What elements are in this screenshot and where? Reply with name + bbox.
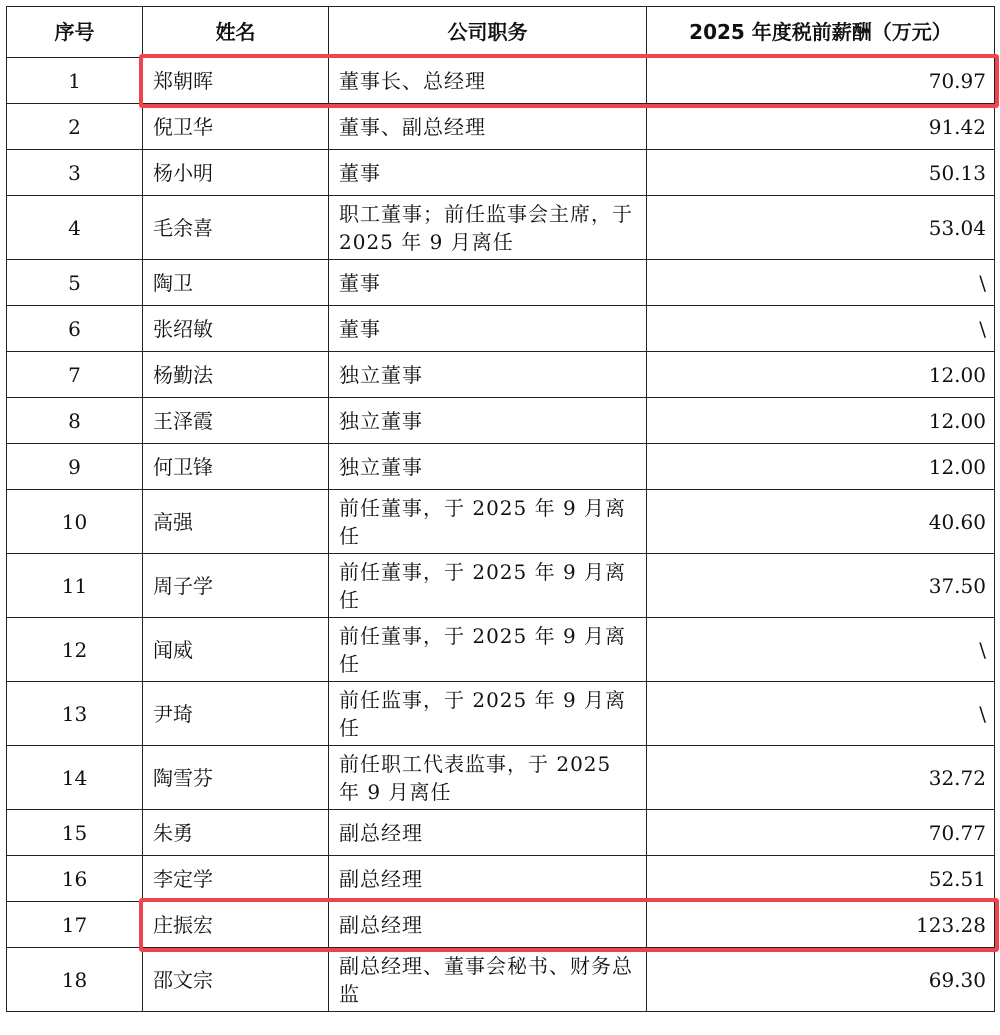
table-row bbox=[7, 618, 995, 682]
table-row bbox=[7, 948, 995, 1012]
cell-pay: 32.72 bbox=[647, 746, 995, 810]
cell-seq: 7 bbox=[7, 352, 143, 398]
cell-seq: 3 bbox=[7, 150, 143, 196]
cell-position: 董事 bbox=[329, 150, 647, 196]
cell-position: 独立董事 bbox=[329, 352, 647, 398]
table-row bbox=[7, 352, 995, 398]
cell-seq: 12 bbox=[7, 618, 143, 682]
cell-pay: 50.13 bbox=[647, 150, 995, 196]
table-row bbox=[7, 260, 995, 306]
cell-name: 张绍敏 bbox=[143, 306, 329, 352]
cell-pay: 12.00 bbox=[647, 398, 995, 444]
cell-pay: \ bbox=[647, 618, 995, 682]
cell-seq: 2 bbox=[7, 104, 143, 150]
cell-name: 陶雪芬 bbox=[143, 746, 329, 810]
cell-name: 闻威 bbox=[143, 618, 329, 682]
cell-position: 前任董事，于 2025 年 9 月离任 bbox=[329, 618, 647, 682]
cell-pay: 91.42 bbox=[647, 104, 995, 150]
cell-seq: 4 bbox=[7, 196, 143, 260]
compensation-table bbox=[6, 6, 995, 1012]
cell-name: 陶卫 bbox=[143, 260, 329, 306]
cell-seq: 13 bbox=[7, 682, 143, 746]
cell-seq: 6 bbox=[7, 306, 143, 352]
cell-seq: 9 bbox=[7, 444, 143, 490]
cell-position: 副总经理 bbox=[329, 810, 647, 856]
table-row bbox=[7, 58, 995, 104]
cell-pay: 69.30 bbox=[647, 948, 995, 1012]
cell-position: 董事 bbox=[329, 306, 647, 352]
cell-name: 杨勤法 bbox=[143, 352, 329, 398]
header-seq: 序号 bbox=[7, 7, 143, 58]
cell-name: 高强 bbox=[143, 490, 329, 554]
cell-name: 毛余喜 bbox=[143, 196, 329, 260]
table-row bbox=[7, 490, 995, 554]
cell-pay: 123.28 bbox=[647, 902, 995, 948]
table-header-row bbox=[7, 7, 995, 58]
cell-name: 郑朝晖 bbox=[143, 58, 329, 104]
cell-pay: \ bbox=[647, 260, 995, 306]
cell-name: 杨小明 bbox=[143, 150, 329, 196]
cell-position: 职工董事；前任监事会主席，于 2025 年 9 月离任 bbox=[329, 196, 647, 260]
cell-pay: \ bbox=[647, 682, 995, 746]
table-row bbox=[7, 196, 995, 260]
table-row bbox=[7, 444, 995, 490]
cell-pay: 12.00 bbox=[647, 352, 995, 398]
cell-seq: 16 bbox=[7, 856, 143, 902]
table-row bbox=[7, 856, 995, 902]
cell-position: 前任监事，于 2025 年 9 月离任 bbox=[329, 682, 647, 746]
table-row bbox=[7, 810, 995, 856]
cell-position: 独立董事 bbox=[329, 398, 647, 444]
header-pay: 2025 年度税前薪酬（万元） bbox=[647, 7, 995, 58]
cell-seq: 10 bbox=[7, 490, 143, 554]
cell-seq: 17 bbox=[7, 902, 143, 948]
table-body bbox=[7, 58, 995, 1012]
cell-name: 何卫锋 bbox=[143, 444, 329, 490]
compensation-table-wrapper bbox=[6, 6, 994, 1012]
cell-position: 副总经理 bbox=[329, 856, 647, 902]
cell-pay: 40.60 bbox=[647, 490, 995, 554]
cell-position: 董事、副总经理 bbox=[329, 104, 647, 150]
cell-position: 副总经理、董事会秘书、财务总监 bbox=[329, 948, 647, 1012]
cell-seq: 1 bbox=[7, 58, 143, 104]
table-row bbox=[7, 398, 995, 444]
cell-pay: 12.00 bbox=[647, 444, 995, 490]
cell-position: 前任董事，于 2025 年 9 月离任 bbox=[329, 490, 647, 554]
cell-seq: 5 bbox=[7, 260, 143, 306]
cell-pay: 70.97 bbox=[647, 58, 995, 104]
header-position: 公司职务 bbox=[329, 7, 647, 58]
cell-name: 朱勇 bbox=[143, 810, 329, 856]
cell-name: 尹琦 bbox=[143, 682, 329, 746]
cell-position: 独立董事 bbox=[329, 444, 647, 490]
cell-seq: 14 bbox=[7, 746, 143, 810]
cell-name: 庄振宏 bbox=[143, 902, 329, 948]
cell-pay: 37.50 bbox=[647, 554, 995, 618]
table-row bbox=[7, 682, 995, 746]
table-row bbox=[7, 104, 995, 150]
cell-name: 李定学 bbox=[143, 856, 329, 902]
table-row bbox=[7, 554, 995, 618]
table-row bbox=[7, 746, 995, 810]
cell-name: 王泽霞 bbox=[143, 398, 329, 444]
cell-name: 邵文宗 bbox=[143, 948, 329, 1012]
cell-name: 周子学 bbox=[143, 554, 329, 618]
cell-position: 前任职工代表监事，于 2025 年 9 月离任 bbox=[329, 746, 647, 810]
cell-seq: 18 bbox=[7, 948, 143, 1012]
cell-position: 前任董事，于 2025 年 9 月离任 bbox=[329, 554, 647, 618]
cell-seq: 11 bbox=[7, 554, 143, 618]
header-name: 姓名 bbox=[143, 7, 329, 58]
table-row bbox=[7, 902, 995, 948]
table-row bbox=[7, 306, 995, 352]
cell-pay: 70.77 bbox=[647, 810, 995, 856]
cell-seq: 8 bbox=[7, 398, 143, 444]
cell-pay: \ bbox=[647, 306, 995, 352]
cell-name: 倪卫华 bbox=[143, 104, 329, 150]
cell-position: 董事 bbox=[329, 260, 647, 306]
table-row bbox=[7, 150, 995, 196]
cell-pay: 53.04 bbox=[647, 196, 995, 260]
cell-pay: 52.51 bbox=[647, 856, 995, 902]
cell-position: 副总经理 bbox=[329, 902, 647, 948]
cell-position: 董事长、总经理 bbox=[329, 58, 647, 104]
cell-seq: 15 bbox=[7, 810, 143, 856]
